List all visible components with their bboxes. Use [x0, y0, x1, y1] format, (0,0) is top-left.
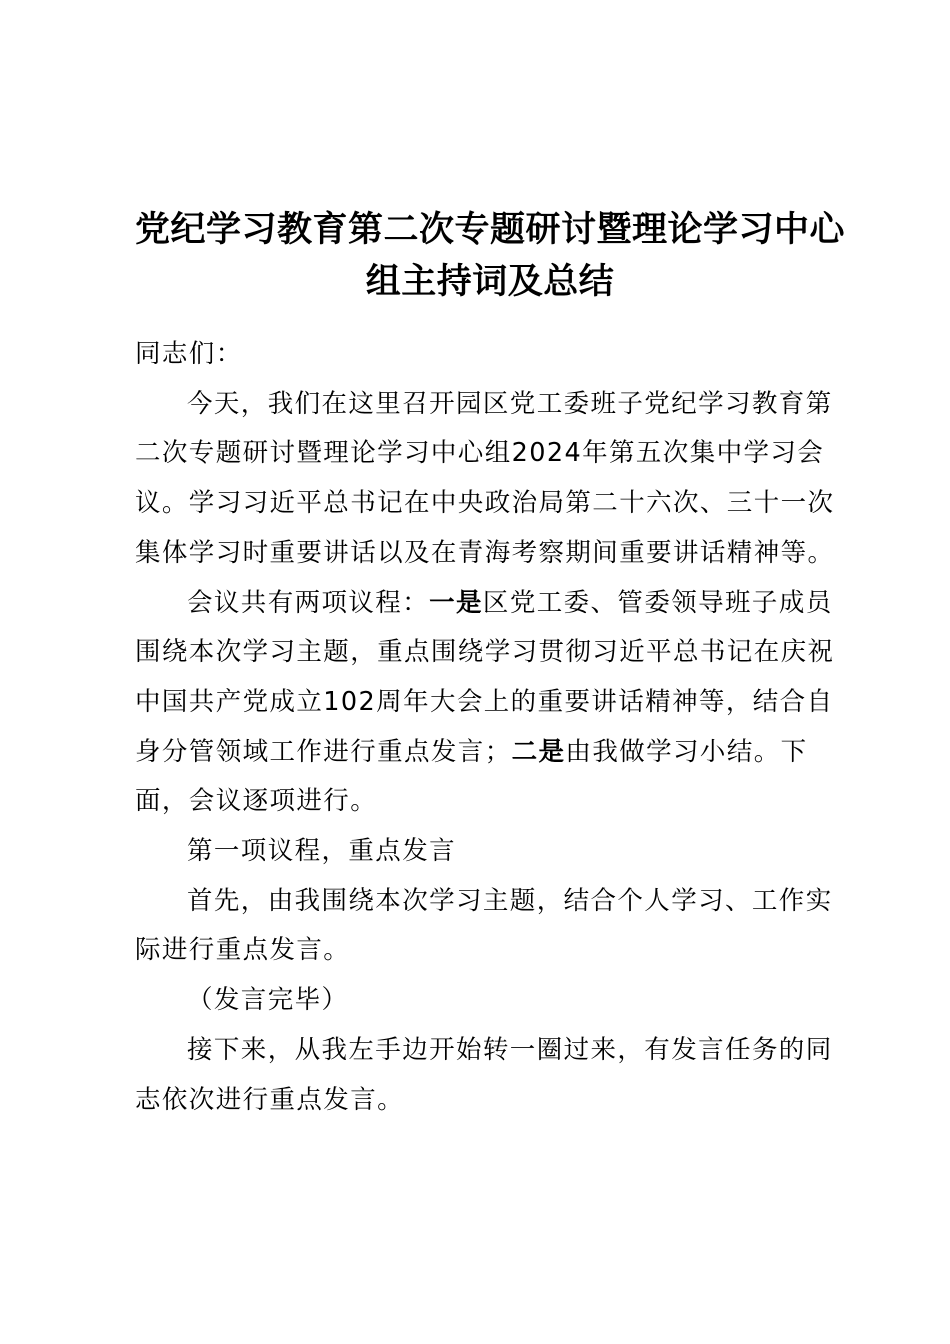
- agenda-item-two-label: 二是: [511, 736, 566, 767]
- document-title: 党纪学习教育第二次专题研讨暨理论学习中心组主持词及总结: [134, 210, 845, 302]
- paragraph-speech-complete: （发言完毕）: [187, 985, 349, 1016]
- paragraph-agenda: [135, 579, 835, 828]
- agenda-item-one-text: 区党工委、管委领导班子成员围绕本次学习主题，重点围绕学习贯彻习近平总书记在庆祝中国共产党成立102周年大会上的重要讲话精神等，结合自身分管领域工作进行重点发言；: [135, 587, 835, 767]
- salutation: 同志们：: [135, 339, 243, 369]
- paragraph-first-speech: 首先，由我围绕本次学习主题，结合个人学习、工作实际进行重点发言。: [135, 885, 833, 966]
- agenda-intro-text: 会议共有两项议程：: [187, 587, 430, 618]
- paragraph-agenda-heading: 第一项议程，重点发言: [187, 836, 457, 867]
- document-body: [135, 330, 835, 1125]
- paragraph-opening: 今天，我们在这里召开园区党工委班子党纪学习教育第二次专题研讨暨理论学习中心组2024年第五次集中学习会议。学习习近平总书记在中央政治局第二十六次、三十一次集体学习时重要讲话以及在青海考察期间重要讲话精神等。: [135, 388, 835, 568]
- paragraph-next-speakers: 接下来，从我左手边开始转一圈过来，有发言任务的同志依次进行重点发言。: [135, 1034, 833, 1115]
- agenda-item-two-text: 由我做学习小结。下面，会议逐项进行。: [135, 736, 808, 817]
- agenda-item-one-label: 一是: [429, 587, 483, 618]
